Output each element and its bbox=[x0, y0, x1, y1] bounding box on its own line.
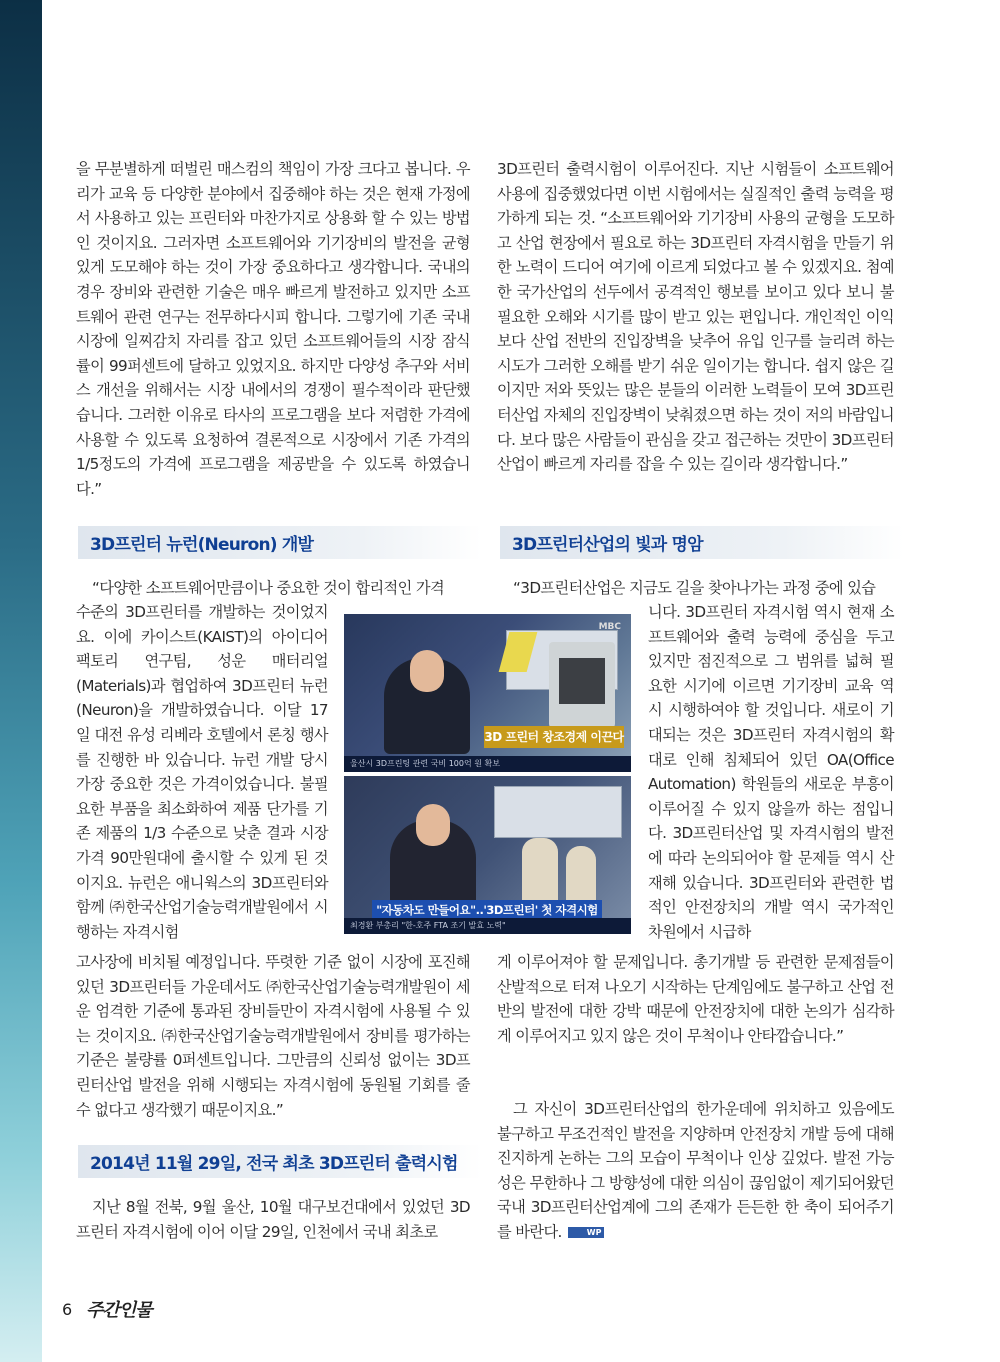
3d-printer-icon bbox=[549, 642, 615, 728]
news-caption: 3D 프린터 창조경제 이끈다 bbox=[484, 726, 624, 748]
column-1-top-text bbox=[76, 157, 470, 501]
section2-first-line: “3D프린터산업은 지금도 길을 찾아나가는 과정 중에 있습 bbox=[513, 579, 876, 597]
section1-wrapped-text: 수준의 3D프린터를 개발하는 것이었지요. 이에 카이스트(KAIST)의 아이디어 팩토리 연구팀, 성운 매터리얼(Materials)과 협업하여 3D프린터 뉴런(Neuron)을 개발하였습니다. 이달 17일 대전 유성 리베라 호텔에서 론칭 행사를 진행한 바 있습니다. 뉴런 개발 당시 가장 중요한 것은 가격이었습니다. 불필요한 부품을 최소화하여 제품 단가를 기존 제품의 1/3 수준으로 낮춘 결과 시장가격 90만원대에 출시할 수 있게 된 것이지요. 뉴런은 애니웍스의 3D프린터와 함께 ㈜한국산업기술능력개발원에서 시행하는 자격시험 bbox=[76, 603, 328, 941]
section1-first-line: “다양한 소프트웨어만큼이나 중요한 것이 합리적인 가격 bbox=[92, 579, 445, 597]
section2-rest-text: 게 이루어져야 할 문제입니다. 총기개발 등 관련한 문제점들이 산발적으로 터져 나오기 시작하는 단계임에도 불구하고 산업 전반의 발전에 대한 강박 때문에 안전장치에 대한 논의가 심각하게 이루어지고 있지 않은 것이 무척이나 안타깝습니다.” bbox=[497, 953, 894, 1045]
magazine-logo: 주간인물 bbox=[86, 1300, 152, 1321]
anchor-face bbox=[410, 650, 444, 692]
section1-rest-text: 고사장에 비치될 예정입니다. 뚜렷한 기준 없이 시장에 포진해 있던 3D프린터들 가운데서도 ㈜한국산업기술능력개발원이 세운 엄격한 기준에 통과된 장비들만이 자격시험에 사용될 수 있는 것이지요. ㈜한국산업기술능력개발원에서 장비를 평가하는 기준은 불량률 0퍼센트입니다. 그만큼의 신뢰성 없이는 3D프린터산업 발전을 위해 시행되는 자격시험에 동원될 기회를 줄 수 없다고 생각했기 때문이지요.” bbox=[76, 953, 470, 1119]
paragraph: 3D프린터 출력시험이 이루어진다. 지난 시험들이 소프트웨어 사용에 집중했었다면 이번 시험에서는 실질적인 출력 능력을 평가하게 되는 것. “소프트웨어와 기기장비 사용의 균형을 도모하고 산업 현장에서 필요로 하는 3D프린터 자격시험을 만들기 위한 노력이 드디어 여기에 이르게 되었다고 볼 수 있겠지요. 첨예한 국가산업의 선두에서 공격적인 행보를 보이고 있다 보니 불필요한 오해와 시기를 많이 받고 있는 편입니다. 개인적인 이익보다 산업 전반의 진입장벽을 낮추어 유입 인구를 늘리려 하는 시도가 그러한 오해를 받기 쉬운 일이기는 합니다. 쉽지 않은 길이지만 저와 뜻있는 많은 분들의 이러한 노력들이 모여 3D프린터산업 자체의 진입장벽이 낮춰졌으면 하는 것이 저의 바람입니다. 보다 많은 사람들이 관심을 갖고 접근하는 것만이 3D프린터산업이 빠르게 자리를 잡을 수 있는 길이라 생각합니다.” bbox=[497, 160, 894, 474]
page-number: 6 bbox=[62, 1300, 73, 1319]
news-ticker: 최경환 부총리 "한-호주 FTA 조기 발효 노력" bbox=[344, 918, 631, 934]
news-ticker: 울산시 3D프린팅 관련 국비 100억 원 확보 bbox=[344, 756, 631, 772]
section-heading-neuron: 3D프린터 뉴런(Neuron) 개발 bbox=[78, 526, 482, 559]
section-heading-exam-date: 2014년 11월 29일, 전국 최초 3D프린터 출력시험 bbox=[78, 1145, 482, 1178]
news-photos bbox=[344, 614, 631, 934]
wp-end-mark: WP bbox=[568, 1227, 605, 1238]
news-photo-male-anchor bbox=[344, 614, 631, 772]
printed-bust-icon bbox=[522, 838, 558, 908]
news-photo-female-anchor bbox=[344, 776, 631, 934]
side-color-bar bbox=[0, 0, 42, 1362]
section-heading-light-shadow: 3D프린터산업의 빛과 명암 bbox=[500, 526, 904, 559]
broadcaster-logo: MBC bbox=[598, 622, 621, 632]
closing-paragraph: 그 자신이 3D프린터산업의 한가운데에 위치하고 있음에도 불구하고 무조건적인 발전을 지양하며 안전장치 개발 등에 대해 진지하게 논하는 그의 모습이 무척이나 인상 깊었다. 발전 가능성은 무한하나 그 방향성에 대한 의심이 끊임없이 제기되어왔던 국내 3D프린터산업계에 그의 존재가 든든한 한 축이 되어주기를 바란다. bbox=[497, 1100, 894, 1241]
studio-screen bbox=[494, 786, 622, 838]
news-caption: "자동차도 만들어요"..'3D프린터' 첫 자격시험 bbox=[372, 900, 602, 920]
printed-hand-icon bbox=[566, 846, 596, 908]
column-2-top-text bbox=[497, 157, 894, 477]
section2-wrapped-text: 니다. 3D프린터 자격시험 역시 현재 소프트웨어와 출력 능력에 중심을 두고 있지만 점진적으로 그 범위를 넓혀 필요한 시기에 이르면 기기장비 교육 역시 시행하여야 할 것입니다. 새로이 기대되는 것은 3D프린터 자격시험의 확대로 인해 침체되어 있던 OA(Office Automation) 학원들의 새로운 부흥이 이루어질 수 있지 않을까 하는 점입니다. 3D프린터산업 및 자격시험의 발전에 따라 논의되어야 할 문제들 역시 산재해 있습니다. 3D프린터와 관련한 법적인 안전장치의 개발 역시 국가적인 차원에서 시급하 bbox=[648, 603, 894, 941]
anchor-face bbox=[416, 804, 450, 846]
section3-text: 지난 8월 전북, 9월 울산, 10월 대구보건대에서 있었던 3D프린터 자격시험에 이어 이달 29일, 인천에서 국내 최초로 bbox=[76, 1198, 470, 1241]
section2-closing-text bbox=[497, 1097, 894, 1245]
paragraph: 을 무분별하게 떠벌린 매스컴의 책임이 가장 크다고 봅니다. 우리가 교육 등 다양한 분야에서 집중해야 하는 것은 현재 가정에서 사용하고 있는 프린터와 마찬가지로 상용화 할 수 있는 방법인 것이지요. 그러자면 소프트웨어와 기기장비의 발전을 균형 있게 도모해야 하는 것이 가장 중요하다고 생각합니다. 국내의 경우 장비와 관련한 기술은 매우 빠르게 발전하고 있지만 소프트웨어 관련 연구는 전무하다시피 합니다. 그렇기에 기존 국내 시장에 일찌감치 자리를 잡고 있던 소프트웨어들의 시장 잠식률이 99퍼센트에 달하고 있었지요. 하지만 다양성 추구와 서비스 개선을 위해서는 시장 내에서의 경쟁이 필수적이라 판단했습니다. 그러한 이유로 타사의 프로그램을 보다 저렴한 가격에 사용할 수 있도록 요청하여 결론적으로 시장에서 기존 가격의 1/5정도의 가격에 프로그램을 제공받을 수 있도록 하였습니다.” bbox=[76, 160, 470, 498]
